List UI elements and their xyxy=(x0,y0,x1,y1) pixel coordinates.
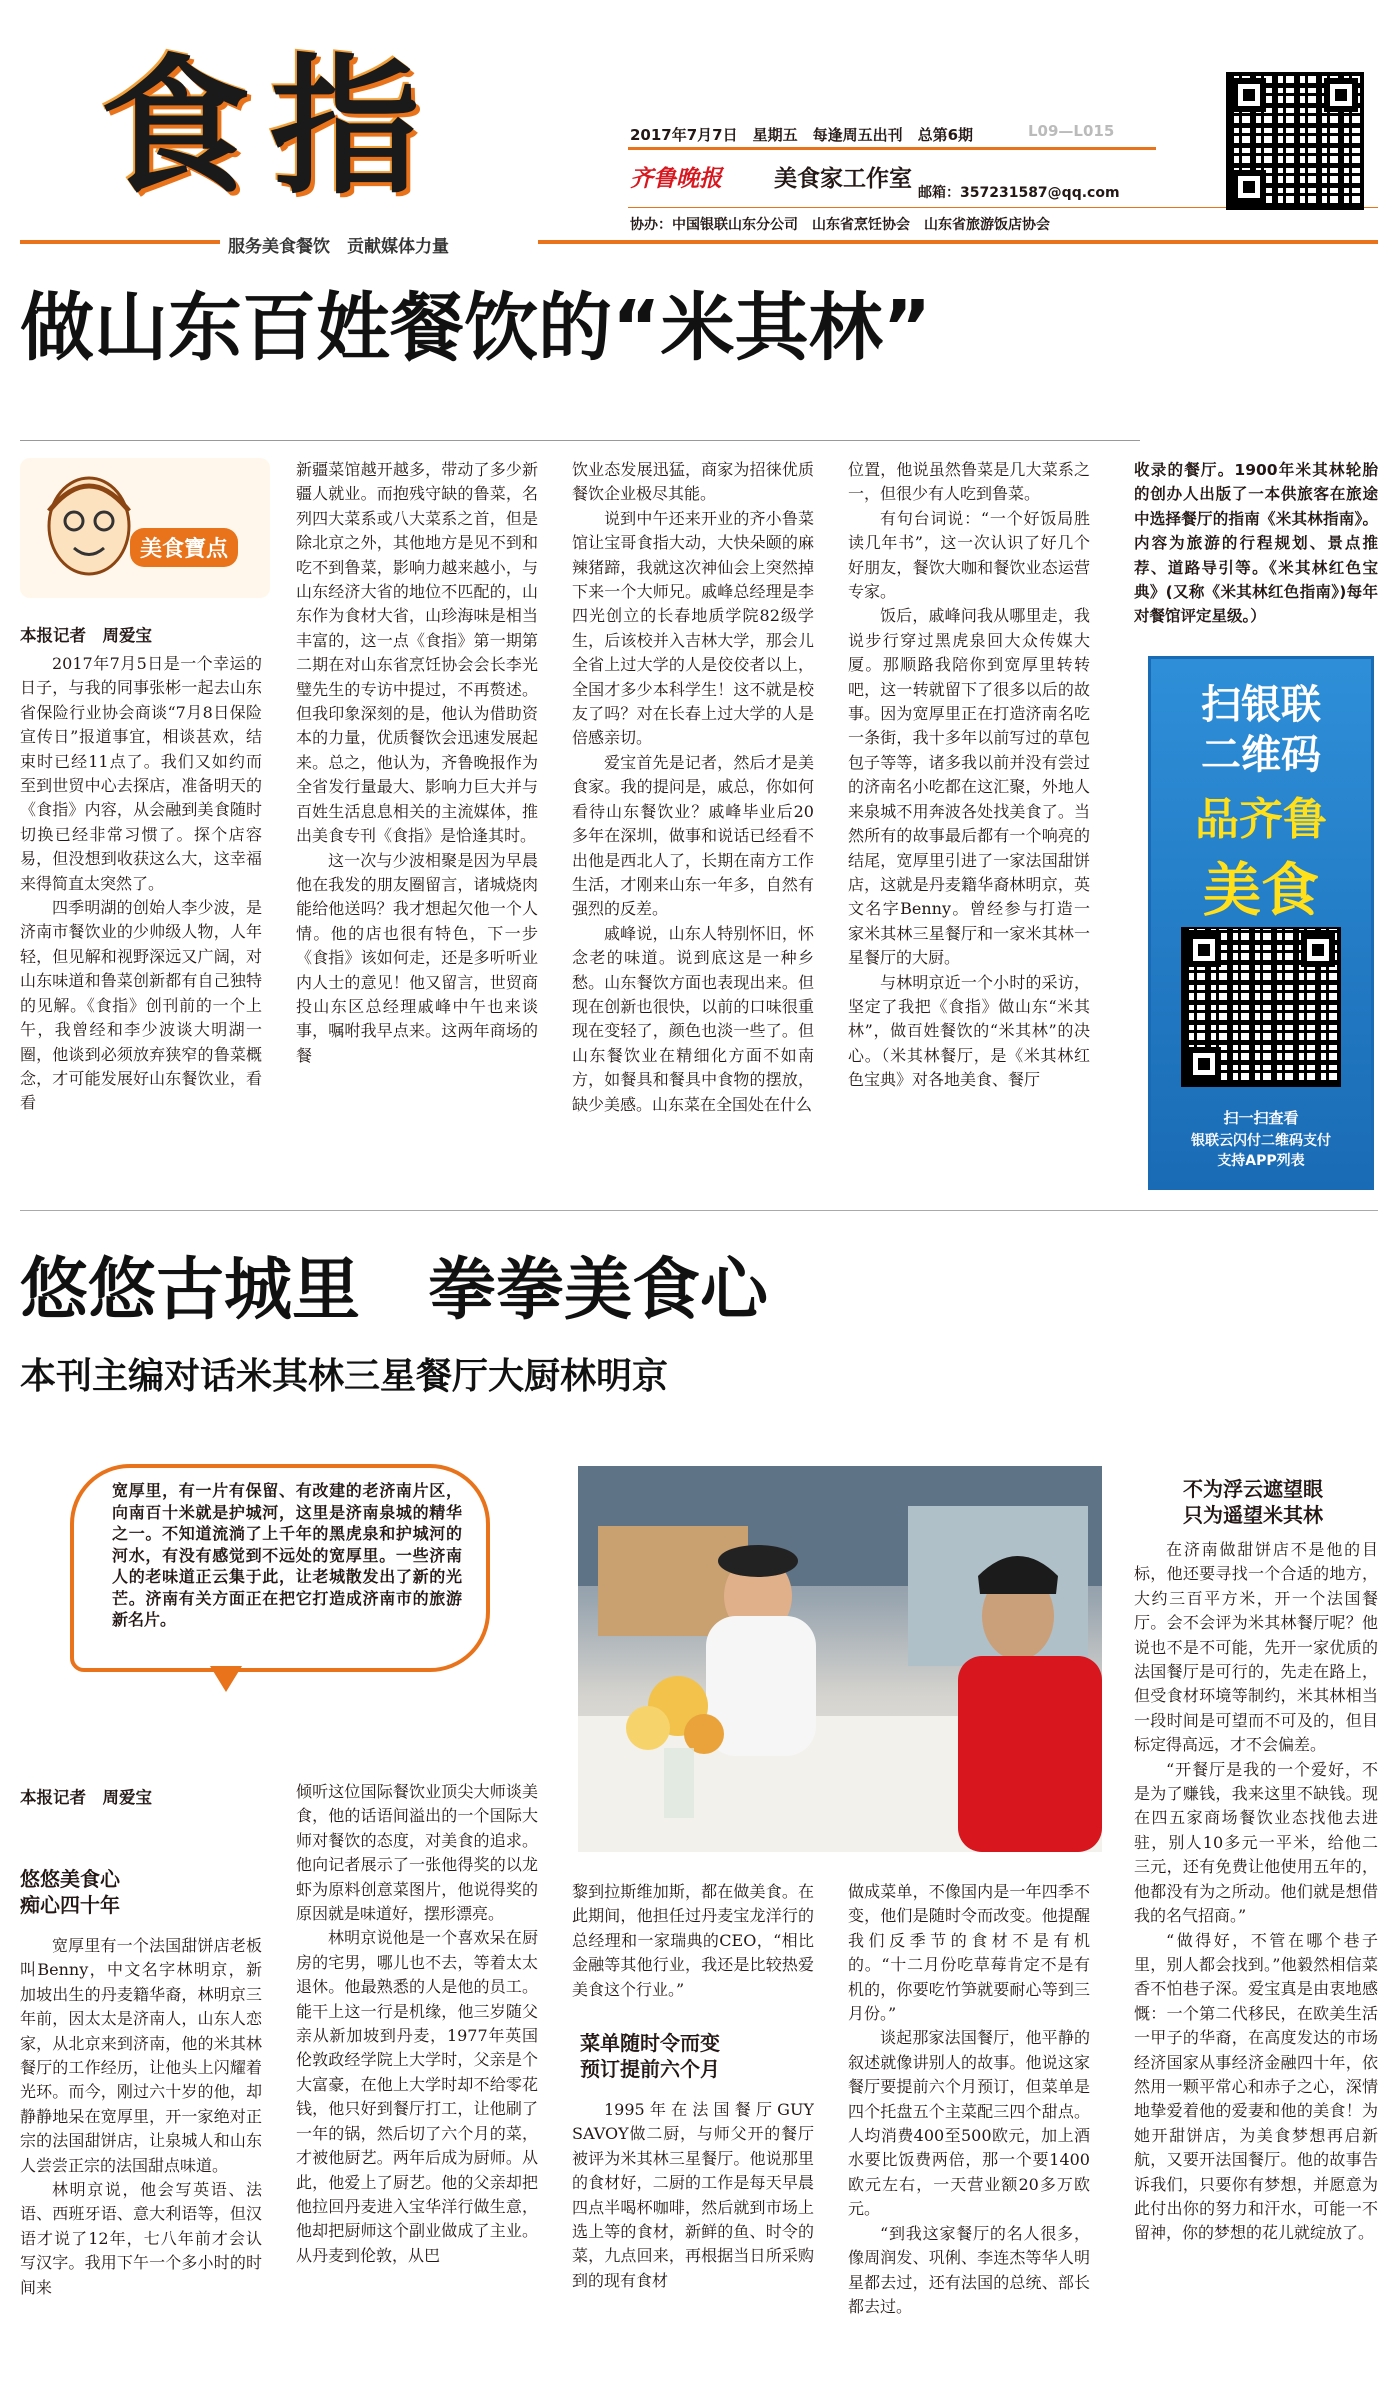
ad-line-2: 二维码 xyxy=(1201,732,1321,778)
email-label: 邮箱： xyxy=(918,185,960,201)
ad-qr-code[interactable] xyxy=(1181,927,1341,1087)
cartoon-avatar-logo xyxy=(34,466,144,586)
article2-column-2 xyxy=(296,1780,538,2386)
page-range: L09—L015 xyxy=(1028,122,1115,140)
callout-tail xyxy=(210,1666,242,1692)
restaurant-photo xyxy=(578,1466,1102,1852)
qr-finder-icon xyxy=(1187,933,1221,967)
column-logo xyxy=(20,458,270,598)
article1-column-2 xyxy=(296,458,538,1172)
article1-column-4 xyxy=(848,458,1090,1172)
paragraph: 2017年7月5日是一个幸运的日子，与我的同事张彬一起去山东省保险行业协会商谈“7月8日保险宣传日”报道事宜，相谈甚欢，结束时已经11点了。我们又如约而至到世贸中心去探店，准备明天的《食指》内容，从会融到美食随时切换已经非常习惯了。探个店容易，但没想到收获这么大，这幸福来得简直太突然了。 xyxy=(20,654,262,893)
callout-text: 宽厚里，有一片有保留、有改建的老济南片区，向南百十米就是护城河，这里是济南泉城的精华之一。不知道流淌了上千年的黑虎泉和护城河的河水，有没有感觉到不远处的宽厚里。一些济南人的老味道正云集于此，让老城散发出了新的光芒。济南有关方面正在把它打造成济南市的旅游新名片。 xyxy=(112,1481,462,1629)
ad-caption: 银联云闪付二维码支付 支持APP列表 xyxy=(1191,1133,1331,1169)
paragraph: 与林明京近一个小时的采访，坚定了我把《食指》做山东“米其林”，做百姓餐饮的“米其林”的决心。（米其林餐厅，是《米其林红色宝典》对各地美食、餐厅 xyxy=(848,972,1090,1090)
masthead-title-logo: 食指 xyxy=(100,39,441,215)
logo-label: 美食寶点 xyxy=(130,528,238,567)
article2-column-3-continued xyxy=(572,2098,814,2386)
ad-line-3: 品齐鲁 xyxy=(1195,794,1327,845)
paragraph: 新疆菜馆越开越多，带动了多少新疆人就业。而抱残守缺的鲁菜，名列四大菜系或八大菜系之首，但是除北京之外，其他地方是见不到和吃不到鲁菜，影响力越来越小，与山东经济大省的地位不匹配的，山东作为食材大省，山珍海味是相当丰富的，这一点《食指》第一期第二期在对山东省烹饪协会会长李光璧先生的专访中提过，不再赘述。但我印象深刻的是，他认为借助资本的力量，优质餐饮会迅速发展起来。总之，他认为，齐鲁晚报作为全省发行量最大、影响力巨大并与百姓生活息息相关的主流媒体，推出美食专刊《食指》是恰逢其时。 xyxy=(296,460,538,846)
qr-finder-icon xyxy=(1324,78,1358,112)
article2-subheadline: 本刊主编对话米其林三星餐厅大厨林明京 xyxy=(20,1356,669,1397)
article2-column-3 xyxy=(572,1880,814,2010)
ad-line-1: 扫银联 xyxy=(1201,682,1321,728)
qr-finder-icon xyxy=(1232,78,1266,112)
article2-column-4 xyxy=(848,1880,1090,2386)
ad-cta: 扫一扫查看 xyxy=(1223,1109,1299,1127)
qr-finder-icon xyxy=(1232,170,1266,204)
paragraph: 饮业态发展迅猛，商家为招徕优质餐饮企业极尽其能。 xyxy=(572,460,814,504)
article2-byline: 本报记者 周爱宝 xyxy=(20,1788,152,1807)
masthead-slogan: 服务美食餐饮 贡献媒体力量 xyxy=(228,237,449,257)
studio-name: 美食家工作室 xyxy=(774,166,912,192)
article1-column-3 xyxy=(572,458,814,1172)
article1-byline: 本报记者 周爱宝 xyxy=(20,626,152,645)
restaurant-photo-scene xyxy=(578,1466,1102,1852)
article2-section-2-heading: 菜单随时令而变 预订提前六个月 xyxy=(580,2031,720,2081)
article1-headline: 做山东百姓餐饮的“米其林” xyxy=(20,285,932,371)
article1-headline-rule xyxy=(20,440,1140,441)
masthead xyxy=(0,0,1394,262)
paragraph: “到我这家餐厅的名人很多，像周润发、巩俐、李连杰等华人明星都去过，还有法国的总统、部长都去过。 xyxy=(848,2223,1090,2316)
paragraph: 黎到拉斯维加斯，都在做美食。在此期间，他担任过丹麦宝龙洋行的总经理和一家瑞典的CEO，“相比金融等其他行业，我还是比较热爱美食这个行业。” xyxy=(572,1882,814,1999)
article1-column-1 xyxy=(20,652,262,1172)
paragraph: 位置，他说虽然鲁菜是几大菜系之一，但很少有人吃到鲁菜。 xyxy=(848,460,1090,504)
paragraph: 林明京说，他会写英语、法语、西班牙语、意大利语等，但汉语才说了12年，七八年前才会认写汉字。我用下午一个多小时的时间来 xyxy=(20,2180,262,2297)
paragraph: 收录的餐厅。1900年米其林轮胎的创办人出版了一本供旅客在旅途中选择餐厅的指南《米其林指南》。内容为旅游的行程规划、景点推荐、道路导引等。《米其林红色宝典》(又称《米其林红色指南》)每年对餐馆评定星级。） xyxy=(1134,461,1378,626)
paragraph: 在济南做甜饼店不是他的目标，他还要寻找一个合适的地方，大约三百平方米，开一个法国餐厅。会不会评为米其林餐厅呢？他说也不是不可能，先开一家优质的法国餐厅是可行的，先走在路上，但受食材环境等制约，米其林相当一段时间是可望而不可及的，但目标定得高远，才不会偏差。 xyxy=(1134,1540,1378,1755)
newspaper-name: 齐鲁晚报 xyxy=(630,165,722,192)
masthead-bottom-rule-right xyxy=(538,240,1378,244)
paragraph: 饭后，戚峰问我从哪里走，我说步行穿过黑虎泉回大众传媒大厦。那顺路我陪你到宽厚里转转吧，这一转就留下了很多以后的故事。因为宽厚里正在打造济南名吃一条街，我十多年以前写过的草包包子等等，诸多我以前并没有尝过的济南名小吃都在这汇聚，外地人来泉城不用奔波各处找美食了。当然所有的故事最后都有一个响亮的结尾，宽厚里引进了一家法国甜饼店，这就是丹麦籍华裔林明京，英文名字Benny。曾经参与打造一家米其林三星餐厅和一家米其林一星餐厅的大厨。 xyxy=(848,606,1090,968)
email-link[interactable]: 357231587@qq.com xyxy=(960,185,1120,201)
paragraph: 有句台词说：“一个好饭局胜读几年书”，这一次认识了好几个好朋友，餐饮大咖和餐饮业态运营专家。 xyxy=(848,508,1090,602)
article2-headline: 悠悠古城里 拳拳美食心 xyxy=(20,1251,769,1330)
masthead-qr-code[interactable] xyxy=(1226,72,1364,210)
email-block xyxy=(918,182,1120,202)
section-divider xyxy=(20,1210,1378,1211)
paragraph: “做得好，不管在哪个巷子里，别人都会找到。”他毅然相信菜香不怕巷子深。爱宝真是由衷地感慨：一个第二代移民，在欧美生活一甲子的华裔，在高度发达的市场经济国家从事经济金融四十年，依然用一颗平常心和赤子之心，深情地挚爱着他的爱妻和他的美食！为她开甜饼店，为美食梦想再启新航，又要开法国餐厅。他的故事告诉我们，只要你有梦想，并愿意为此付出你的努力和汗水，可能一不留神，你的梦想的花儿就绽放了。 xyxy=(1134,1930,1378,2243)
partners-line: 协办：中国银联山东分公司 山东省烹饪协会 山东省旅游饭店协会 xyxy=(630,217,1050,233)
paragraph: 林明京说他是一个喜欢呆在厨房的宅男，哪儿也不去，等着太太退休。他最熟悉的人是他的员工。能干上这一行是机缘，他三岁随父亲从新加坡到丹麦，1977年英国伦敦政经学院上大学时，父亲是个大富豪，在他上大学时却不给零花钱，他只好到餐厅打工，让他刷了一年的锅，然后切了六个月的菜，才被他厨艺。两年后成为厨师。从此，他爱上了厨艺。他的父亲却把他拉回丹麦进入宝华洋行做生意，他却把厨师这个副业做成了主业。从丹麦到伦敦，从巴 xyxy=(296,1928,538,2265)
paragraph: 四季明湖的创始人李少波，是济南市餐饮业的少帅级人物，人年轻，但见解和视野深远又广阔，对山东味道和鲁菜创新都有自己独特的见解。《食指》创刊前的一个上午，我曾经和李少波谈大明湖一圈，他谈到必须放弃狭窄的鲁菜概念，才可能发展好山东餐饮业，看看 xyxy=(20,898,262,1113)
paragraph: 倾听这位国际餐饮业顶尖大师谈美食，他的话语间溢出的一个国际大师对餐饮的态度，对美食的追求。他向记者展示了一张他得奖的以龙虾为原料创意菜图片，他说得奖的原因就是味道好，摆形漂亮。 xyxy=(296,1782,538,1924)
qr-finder-icon xyxy=(1301,933,1335,967)
date-line: 2017年7月7日 星期五 每逢周五出刊 总第6期 xyxy=(630,126,974,144)
paragraph: 做成菜单，不像国内是一年四季不变，他们是随时令而改变。他提醒我们反季节的食材不是有机的。“十二月份吃草莓肯定不是有机的，你要吃竹笋就要耐心等到三月份。” xyxy=(848,1882,1090,2024)
article2-column-1 xyxy=(20,1934,262,2386)
paragraph: 戚峰说，山东人特别怀旧，怀念老的味道。说到底这是一种乡愁。山东餐饮方面也表现出来。但现在创新也很快，以前的口味很重现在变轻了，颜色也淡一些了。但山东餐饮业在精细化方面不如南方，如餐具和餐具中食物的摆放，缺少美感。山东菜在全国处在什么 xyxy=(572,923,814,1114)
article2-column-5 xyxy=(1134,1538,1378,2386)
paragraph: 谈起那家法国餐厅，他平静的叙述就像讲别人的故事。他说这家餐厅要提前六个月预订，但菜单是四个托盘五个主菜配三四个甜点。人均消费400至500欧元，加上酒水要比饭费两倍，那一个要1400欧元左右，一天营业额20多万欧元。 xyxy=(848,2028,1090,2219)
unionpay-ad[interactable] xyxy=(1148,656,1374,1190)
article2-section-3-heading: 不为浮云遮望眼 只为遥望米其林 xyxy=(1183,1477,1323,1527)
paragraph: 宽厚里有一个法国甜饼店老板叫Benny，中文名字林明京，新加坡出生的丹麦籍华裔，林明京三年前，因太太是济南人，山东人恋家，从北京来到济南，他的米其林餐厅的工作经历，让他头上闪耀着光环。而今，刚过六十岁的他，却静静地呆在宽厚里，开一家绝对正宗的法国甜饼店，让泉城人和山东人尝尝正宗的法国甜点味道。 xyxy=(20,1936,262,2175)
paragraph: 这一次与少波相聚是因为早晨他在我发的朋友圈留言，诸城烧肉能给他送吗？我才想起欠他一个人情。他的店也很有特色，下一步《食指》该如何走，还是多听听业内人士的意见！他又留言，世贸商投山东区总经理戚峰中午也来谈事，嘱咐我早点来。这两年商场的餐 xyxy=(296,850,538,1065)
paragraph: 说到中午还来开业的齐小鲁菜馆让宝哥食指大动，大快朵颐的麻辣猪蹄，我就这次神仙会上突然掉下来一个大师兄。戚峰总经理是李四光创立的长春地质学院82级学生，后该校并入吉林大学，那会儿全省上过大学的人是佼佼者以上，全国才多少本科学生！这不就是校友了吗？对在长春上过大学的人是倍感亲切。 xyxy=(572,508,814,748)
paragraph: “开餐厅是我的一个爱好，不是为了赚钱，我来这里不缺钱。现在四五家商场餐饮业态找他去进驻，别人10多元一平米，给他二三元，还有免费让他使用五年的，他都没有为之所动。他们就是想借我的名气招商。” xyxy=(1134,1759,1378,1926)
article1-column-5 xyxy=(1134,458,1378,648)
paragraph: 1995年在法国餐厅GUY SAVOY做二厨，与师父开的餐厅被评为米其林三星餐厅。他说那里的食材好，二厨的工作是每天早晨四点半喝杯咖啡，然后就到市场上选上等的食材，新鲜的鱼、时令的菜，九点回来，再根据当日所采购到的现有食材 xyxy=(572,2100,814,2290)
masthead-bottom-rule xyxy=(20,240,220,244)
paragraph: 爱宝首先是记者，然后才是美食家。我的提问是，戚总，你如何看待山东餐饮业？戚峰毕业后20多年在深圳，做事和说话已经看不出他是西北人了，长期在南方工作生活，才刚来山东一年多，自然有强烈的反差。 xyxy=(572,752,814,919)
ad-line-4: 美食 xyxy=(1202,856,1319,924)
qr-finder-icon xyxy=(1187,1047,1221,1081)
masthead-thin-rule xyxy=(628,147,1156,150)
article2-section-1-heading: 悠悠美食心 痴心四十年 xyxy=(20,1867,120,1917)
